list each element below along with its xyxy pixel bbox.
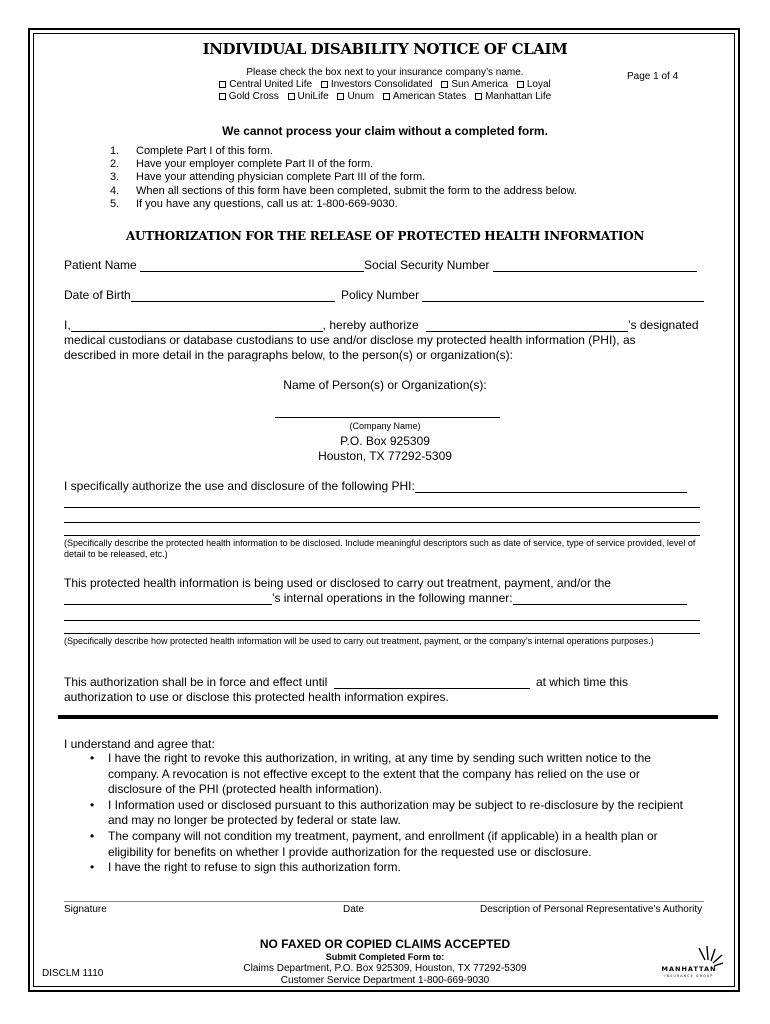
- expiration-field[interactable]: [334, 676, 530, 689]
- checkbox[interactable]: [288, 93, 295, 100]
- starburst-icon: [655, 945, 725, 979]
- carrier-option[interactable]: Investors Consolidated: [321, 79, 433, 90]
- dob-field[interactable]: [131, 289, 335, 302]
- checkbox[interactable]: [475, 93, 482, 100]
- phi-row: I specifically authorize the use and disclosure of the following PHI:: [64, 479, 687, 493]
- company-name-field[interactable]: [275, 417, 500, 418]
- manhattan-logo: [655, 945, 725, 979]
- list-item: 1. Complete Part I of this form.: [110, 145, 273, 157]
- company-field[interactable]: [64, 592, 272, 605]
- city: Houston, TX 77292-5309: [318, 449, 452, 463]
- list-item: 2. Have your employer complete Part II of the form.: [110, 158, 374, 171]
- carrier-option[interactable]: Central United Life: [219, 79, 312, 90]
- carrier-option[interactable]: Manhattan Life: [475, 91, 551, 102]
- carrier-option[interactable]: Gold Cross: [219, 91, 279, 102]
- instruction-steps: [110, 145, 577, 211]
- check-instruction: Please check the box next to your insurance company’s name.: [246, 67, 524, 78]
- authorize-row: I, , hereby authorize ’s designated: [64, 318, 699, 332]
- phi-note: (Specifically describe the protected health information to be disclosed. Include meaningful descriptors such as date of service, type of service provided, level of detail to be released, etc.): [64, 538, 696, 559]
- date-label: Date: [343, 904, 365, 915]
- authorized-party-field[interactable]: [426, 319, 628, 332]
- page-number: Page 1 of 4: [627, 71, 679, 82]
- list-item: 4. When all sections of this form have been completed, submit the form to the address below.: [110, 184, 577, 197]
- effect-row: This authorization shall be in force and effect until at which time this: [64, 675, 629, 689]
- carrier-option[interactable]: American States: [383, 91, 466, 102]
- carrier-option[interactable]: Unum: [337, 91, 374, 102]
- phi-line[interactable]: [64, 522, 700, 523]
- claims-address: Claims Department, P.O. Box 925309, Houston, TX 77292-5309: [243, 963, 527, 974]
- carrier-option[interactable]: UniLife: [288, 91, 329, 102]
- list-item: 5. If you have any questions, call us at: 1-800-669-9030.: [110, 197, 398, 210]
- purpose-line[interactable]: [64, 633, 700, 634]
- no-fax-notice: NO FAXED OR COPIED CLAIMS ACCEPTED: [259, 937, 511, 951]
- svg-text:INSURANCE GROUP: INSURANCE GROUP: [664, 974, 714, 978]
- authorize-line-3: described in more detail in the paragraphs below, to the person(s) or organization(s):: [64, 348, 513, 362]
- form-id: DISCLM 1110: [42, 968, 104, 979]
- list-item: 3. Have your attending physician complete Part III of the form.: [110, 171, 426, 184]
- purpose-field[interactable]: [513, 592, 687, 605]
- purpose-note: (Specifically describe how protected health information will be used to carry out treatment, payment, or the company’s internal operations purposes.): [64, 636, 654, 646]
- checkbox[interactable]: [517, 81, 524, 88]
- understand-heading: I understand and agree that:: [64, 737, 215, 751]
- checkbox[interactable]: [219, 93, 226, 100]
- list-item: • I have the right to revoke this authorization, in writing, at any time by sending such written notice to the company. A revocation is not effective except to the extent that the company has relied on the use or disclosure of the PHI (protected health information).: [90, 751, 651, 797]
- authorizer-name-field[interactable]: [71, 319, 323, 332]
- checkbox[interactable]: [337, 93, 344, 100]
- purpose-row: ’s internal operations in the following manner:: [64, 591, 687, 605]
- checkbox[interactable]: [321, 81, 328, 88]
- submit-label: Submit Completed Form to:: [325, 952, 445, 962]
- company-name-caption: (Company Name): [349, 421, 421, 431]
- patient-name-field[interactable]: [140, 259, 364, 272]
- signature-line[interactable]: [64, 901, 704, 902]
- section-divider: [58, 715, 718, 719]
- phi-line[interactable]: [64, 507, 700, 508]
- form-title: INDIVIDUAL DISABILITY NOTICE OF CLAIM: [202, 40, 568, 58]
- list-item: • The company will not condition my treatment, payment, and enrollment (if applicable) in a health plan or eligibility for benefits on whether I provide authorization for the requested use or disclosure.: [90, 828, 658, 859]
- carrier-option[interactable]: Sun America: [441, 79, 508, 90]
- svg-text:MANHATTAN: MANHATTAN: [661, 965, 717, 973]
- po-box: P.O. Box 925309: [340, 434, 430, 448]
- checkbox[interactable]: [383, 93, 390, 100]
- carrier-option[interactable]: Loyal: [517, 79, 551, 90]
- dob-row: Date of Birth Policy Number: [64, 288, 704, 302]
- effect-line-2: authorization to use or disclose this protected health information expires.: [64, 690, 449, 704]
- purpose-line[interactable]: [64, 620, 700, 621]
- customer-service: Customer Service Department 1-800-669-9030: [280, 975, 490, 986]
- authorization-title: AUTHORIZATION FOR THE RELEASE OF PROTECTED HEALTH INFORMATION: [125, 229, 645, 243]
- warning-text: We cannot process your claim without a completed form.: [222, 124, 548, 138]
- authorize-line-2: medical custodians or database custodians to use and/or disclose my protected health information (PHI), as: [64, 333, 636, 347]
- checkbox[interactable]: [441, 81, 448, 88]
- carrier-row-2: [0, 91, 770, 102]
- ssn-field[interactable]: [493, 259, 697, 272]
- phi-field[interactable]: [415, 480, 687, 493]
- signature-label: Signature: [64, 904, 107, 915]
- org-label: Name of Person(s) or Organization(s):: [283, 378, 487, 392]
- policy-number-field[interactable]: [422, 289, 704, 302]
- checkbox[interactable]: [219, 81, 226, 88]
- authority-label: Description of Personal Representative’s Authority: [480, 904, 703, 915]
- list-item: • I have the right to refuse to sign this authorization form.: [90, 860, 401, 875]
- carrier-row-1: [0, 79, 770, 90]
- agreement-list: [90, 751, 683, 876]
- phi-line[interactable]: [64, 535, 700, 536]
- purpose-line-1: This protected health information is being used or disclosed to carry out treatment, payment, and/or the: [64, 576, 611, 590]
- list-item: • I Information used or disclosed pursuant to this authorization may be subject to re-disclosure by the recipient and may no longer be protected by federal or state law.: [90, 797, 683, 828]
- patient-name-row: Patient Name Social Security Number: [64, 258, 697, 272]
